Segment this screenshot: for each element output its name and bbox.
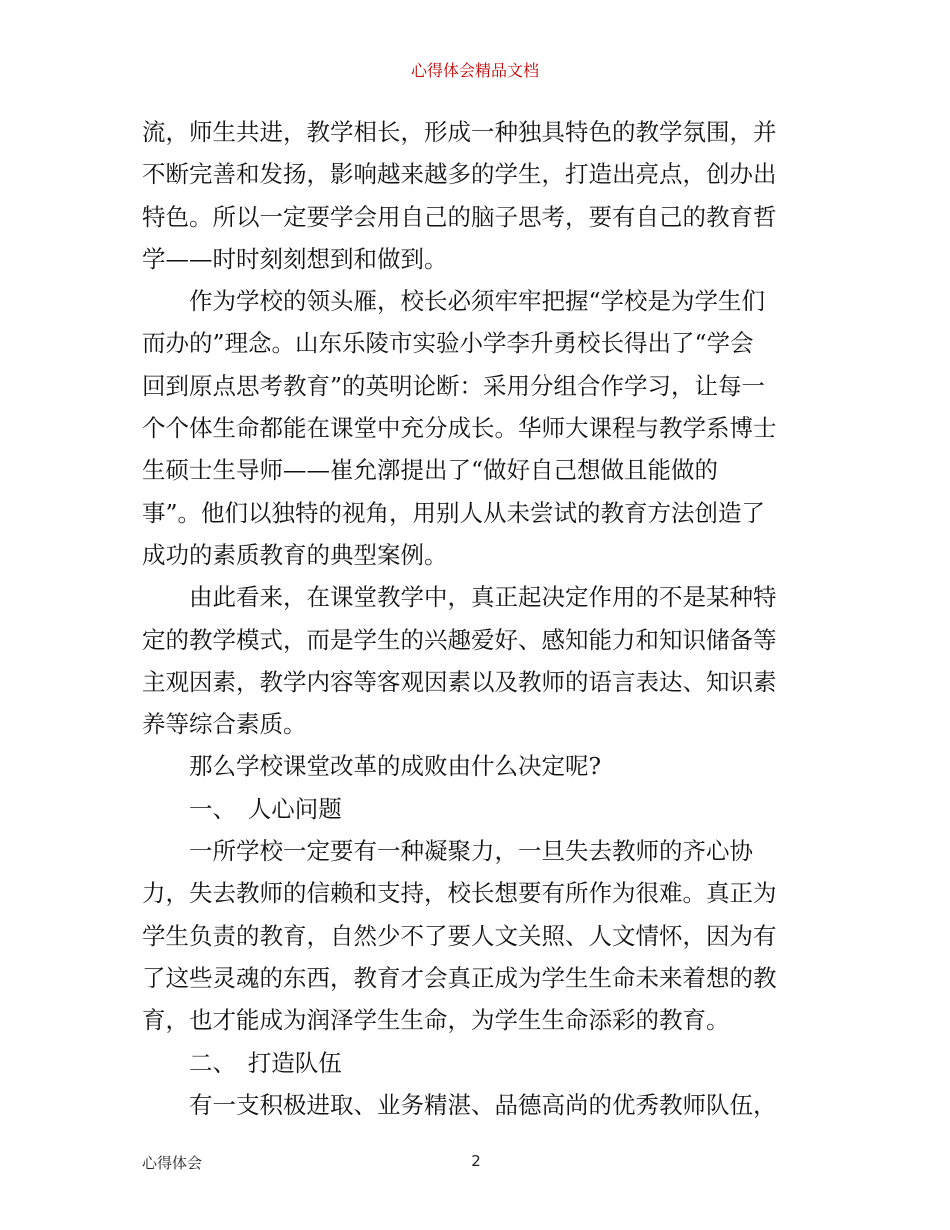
- body-line: 而办的”理念。山东乐陵市实验小学李升勇校长得出了“学会: [142, 329, 754, 358]
- body-line: 育，也才能成为润泽学生生命，为学生生命添彩的教育。: [142, 1006, 730, 1035]
- body-line: 回到原点思考教育”的英明论断：采用分组合作学习，让每一: [142, 371, 766, 400]
- body-line: 养等综合素质。: [142, 710, 307, 739]
- section-heading: 一、 人心问题: [189, 794, 342, 823]
- body-line: 那么学校课堂改革的成败由什么决定呢?: [189, 752, 602, 781]
- body-line: 学——时时刻刻想到和做到。: [142, 244, 448, 273]
- body-line: 一所学校一定要有一种凝聚力，一旦失去教师的齐心协: [189, 837, 753, 866]
- body-line: 成功的素质教育的典型案例。: [142, 540, 448, 569]
- page-header-title: 心得体会精品文档: [410, 61, 539, 80]
- body-line: 作为学校的领头雁，校长必须牢牢把握“学校是为学生们: [189, 287, 766, 316]
- body-line: 流，师生共进，教学相长，形成一种独具特色的教学氛围，并: [142, 118, 777, 146]
- body-line: 事”。他们以独特的视角，用别人从未尝试的教育方法创造了: [142, 498, 766, 527]
- body-line: 生硕士生导师——崔允漷提出了“做好自己想做且能做的: [142, 456, 719, 485]
- body-line: 特色。所以一定要学会用自己的脑子思考，要有自己的教育哲: [142, 202, 777, 231]
- document-body: [142, 111, 822, 1126]
- body-line: 定的教学模式，而是学生的兴趣爱好、感知能力和知识储备等: [142, 625, 777, 654]
- page-number: 2: [471, 1152, 481, 1170]
- footer-label: 心得体会: [142, 1154, 203, 1172]
- section-heading: 二、 打造队伍: [189, 1048, 342, 1077]
- body-line: 了这些灵魂的东西，教育才会真正成为学生生命未来着想的教: [142, 963, 777, 992]
- body-line: 学生负责的教育，自然少不了要人文关照、人文情怀，因为有: [142, 921, 777, 950]
- body-line: 个个体生命都能在课堂中充分成长。华师大课程与教学系博士: [142, 414, 777, 443]
- body-line: 力，失去教师的信赖和支持，校长想要有所作为很难。真正为: [142, 879, 777, 908]
- body-line: 有一支积极进取、业务精湛、品德高尚的优秀教师队伍，: [189, 1090, 777, 1119]
- body-line: 由此看来，在课堂教学中，真正起决定作用的不是某种特: [189, 583, 777, 612]
- body-line: 主观因素，教学内容等客观因素以及教师的语言表达、知识素: [142, 667, 777, 696]
- body-line: 不断完善和发扬，影响越来越多的学生，打造出亮点，创办出: [142, 160, 777, 189]
